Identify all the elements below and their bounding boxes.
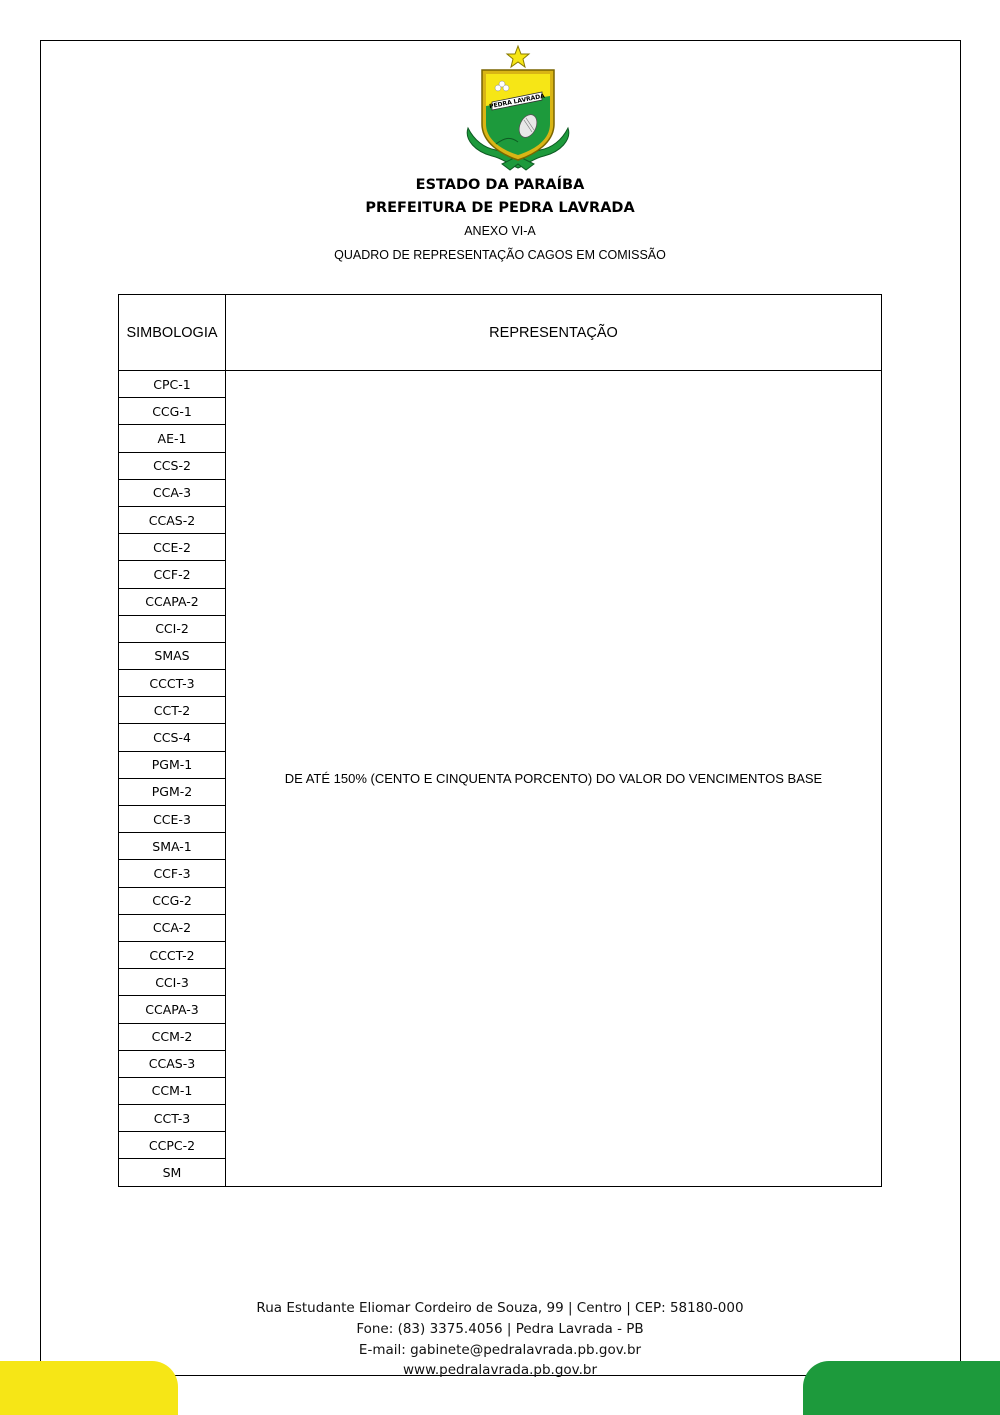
simbologia-cell: CCM-1: [119, 1077, 226, 1104]
footer-yellow-bar: [0, 1361, 178, 1415]
simbologia-cell: CCG-1: [119, 398, 226, 425]
simbologia-cell: CCI-2: [119, 615, 226, 642]
annex-label: ANEXO VI-A: [464, 224, 536, 238]
simbologia-cell: CCA-2: [119, 914, 226, 941]
simbologia-cell: CCG-2: [119, 887, 226, 914]
representation-cell: DE ATÉ 150% (CENTO E CINQUENTA PORCENTO) DO VALOR DO VENCIMENTOS BASE: [226, 371, 882, 1187]
simbologia-cell: CCAPA-2: [119, 588, 226, 615]
simbologia-cell: CCE-2: [119, 534, 226, 561]
simbologia-cell: PGM-2: [119, 778, 226, 805]
simbologia-cell: CCAPA-3: [119, 996, 226, 1023]
footer-email: E-mail: gabinete@pedralavrada.pb.gov.br: [358, 1342, 642, 1358]
simbologia-cell: CPC-1: [119, 371, 226, 398]
simbologia-cell: PGM-1: [119, 751, 226, 778]
footer-green-bar: [803, 1361, 1000, 1415]
crest-banner-text: PEDRA LAVRADA: [488, 92, 546, 111]
footer-website: www.pedralavrada.pb.gov.br: [402, 1362, 598, 1378]
simbologia-cell: CCM-2: [119, 1023, 226, 1050]
simbologia-cell: CCCT-3: [119, 670, 226, 697]
simbologia-cell: CCAS-3: [119, 1050, 226, 1077]
simbologia-cell: SMAS: [119, 642, 226, 669]
simbologia-cell: SMA-1: [119, 833, 226, 860]
simbologia-cell: AE-1: [119, 425, 226, 452]
table-header-row: [119, 295, 882, 371]
representation-table: [118, 294, 882, 1187]
simbologia-cell: CCF-3: [119, 860, 226, 887]
simbologia-cell: CCF-2: [119, 561, 226, 588]
footer-phone: Fone: (83) 3375.4056 | Pedra Lavrada - PB: [356, 1321, 644, 1337]
simbologia-cell: SM: [119, 1159, 226, 1186]
simbologia-cell: CCS-4: [119, 724, 226, 751]
column-header-representacao: REPRESENTAÇÃO: [226, 295, 882, 371]
table-title: QUADRO DE REPRESENTAÇÃO CAGOS EM COMISSÃO: [334, 248, 666, 262]
footer-address: Rua Estudante Eliomar Cordeiro de Souza, 99 | Centro | CEP: 58180-000: [256, 1300, 744, 1316]
simbologia-cell: CCI-3: [119, 969, 226, 996]
simbologia-cell: CCT-2: [119, 697, 226, 724]
simbologia-cell: CCE-3: [119, 806, 226, 833]
simbologia-cell: CCS-2: [119, 452, 226, 479]
simbologia-cell: CCAS-2: [119, 506, 226, 533]
simbologia-cell: CCCT-2: [119, 941, 226, 968]
column-header-simbologia: SIMBOLOGIA: [119, 295, 226, 371]
simbologia-cell: CCT-3: [119, 1105, 226, 1132]
simbologia-cell: CCPC-2: [119, 1132, 226, 1159]
simbologia-cell: CCA-3: [119, 479, 226, 506]
prefeitura-heading: PREFEITURA DE PEDRA LAVRADA: [365, 200, 635, 216]
coat-of-arms-logo: [462, 44, 574, 176]
state-heading: ESTADO DA PARAÍBA: [415, 177, 585, 193]
table-row: [119, 371, 882, 398]
